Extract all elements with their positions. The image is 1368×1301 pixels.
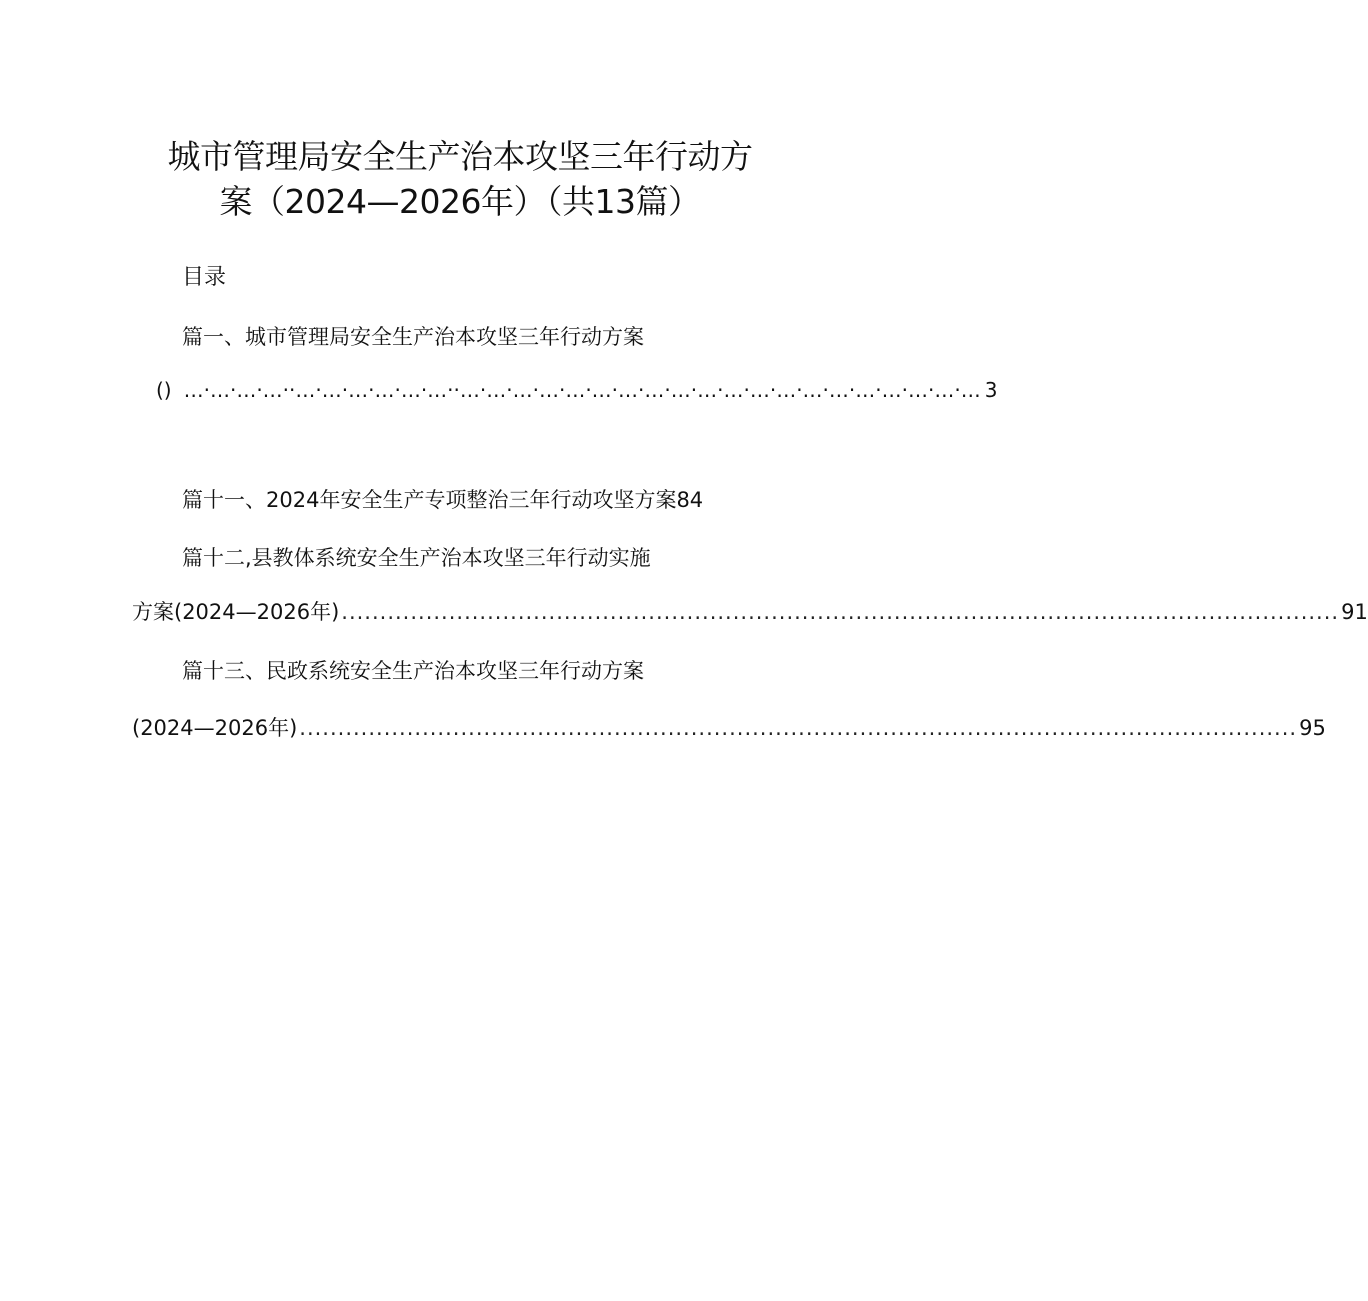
toc-entry-13-leader: ..................................................................................................................................: [299, 716, 1298, 740]
toc-entry-13-page: 95: [1299, 716, 1326, 740]
toc-entry-1-title[interactable]: 篇一、城市管理局安全生产治本攻坚三年行动方案: [182, 325, 644, 349]
toc-entry-12-leader: ..................................................................................................................................: [341, 600, 1340, 624]
toc-entry-13-title[interactable]: 篇十三、民政系统安全生产治本攻坚三年行动方案: [182, 659, 644, 683]
toc-entry-12-cont-text: 方案(2024—2026年): [132, 600, 340, 624]
title-line-1: 城市管理局安全生产治本攻坚三年行动方: [167, 137, 753, 176]
title-line-2: 案（2024—2026年）（共13篇）: [219, 182, 701, 221]
toc-entry-13-cont-text: (2024—2026年): [132, 716, 298, 740]
toc-entry-12-continuation[interactable]: [132, 597, 1368, 627]
toc-entry-12-page: 91: [1341, 600, 1368, 624]
toc-entry-1-continuation[interactable]: [156, 375, 998, 405]
toc-entry-13-continuation[interactable]: [132, 713, 1326, 743]
toc-entry-11-title[interactable]: 篇十一、2024年安全生产专项整治三年行动攻坚方案84: [182, 488, 704, 512]
toc-entry-1-leader: …·…·…·…··…·…·…·…·…·…··…·…·…·…·…·…·…·…·…·…·…·…·…·…·…·…·…·…·…·…: [183, 378, 981, 402]
toc-heading: 目录: [182, 265, 227, 290]
toc-entry-1-page: 3: [984, 378, 998, 402]
toc-entry-12-title[interactable]: 篇十二,县教体系统安全生产治本攻坚三年行动实施: [182, 546, 651, 570]
toc-entry-1-cont-text: (): [156, 378, 172, 402]
